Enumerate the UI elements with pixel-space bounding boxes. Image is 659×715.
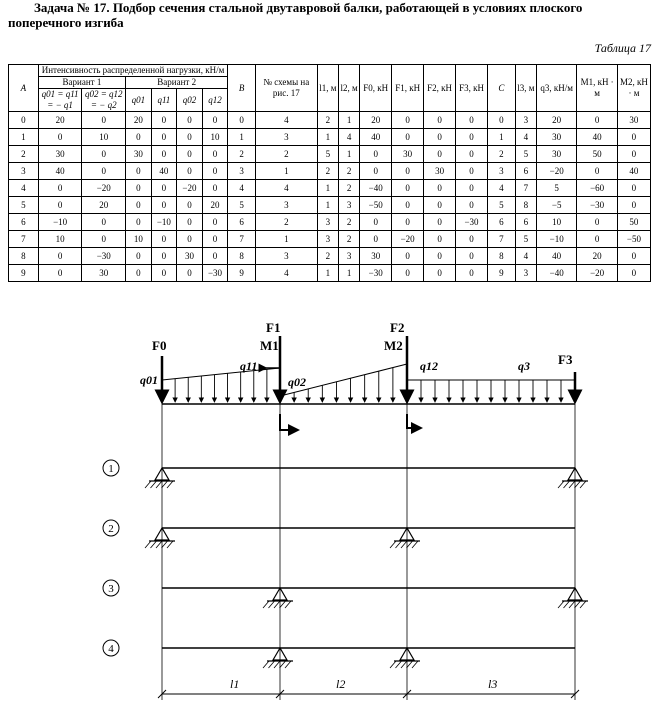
table-cell: 2 (338, 180, 359, 197)
label-q01-main: q01 (140, 373, 158, 387)
intensity-header: Интенсивность распределенной нагрузки, кН/м (38, 65, 227, 77)
table-label: Таблица 17 (594, 41, 651, 55)
table-cell: 2 (317, 112, 338, 129)
table-cell: 0 (617, 248, 650, 265)
table-cell: 8 (488, 248, 516, 265)
scheme-support-hatch (269, 601, 275, 608)
table-cell: 0 (392, 248, 424, 265)
table-cell: 0 (360, 146, 392, 163)
table-cell: −10 (536, 231, 576, 248)
variant2-header: Вариант 2 (126, 77, 228, 89)
task-title: Задача № 17. Подбор сечения стальной двутавровой балки, работающей в условиях плоского поперечного изгиба (8, 0, 583, 30)
label-q02 (288, 375, 306, 389)
table-cell: 0 (202, 163, 228, 180)
scheme-support-hatch (285, 601, 291, 608)
table-cell: 4 (488, 180, 516, 197)
label-F3 (558, 352, 573, 367)
table-cell: 10 (126, 231, 152, 248)
table-cell: 20 (38, 112, 82, 129)
col-C: C (488, 65, 516, 112)
table-cell: 30 (177, 248, 203, 265)
table-cell: 3 (228, 163, 256, 180)
table-cell: 5 (536, 180, 576, 197)
table-cell: 0 (126, 129, 152, 146)
table-cell: 30 (126, 146, 152, 163)
table-cell: 0 (392, 197, 424, 214)
scheme-support-hatch (569, 601, 575, 608)
table-cell: 0 (177, 146, 203, 163)
table-cell: 0 (151, 197, 177, 214)
scheme-support-hatch (263, 601, 269, 608)
col-F3: F3, кН (456, 65, 488, 112)
table-cell: 0 (38, 265, 82, 282)
table-cell: −30 (82, 248, 126, 265)
table-cell: 3 (9, 163, 39, 180)
table-cell: −20 (392, 231, 424, 248)
table-cell: 3 (255, 248, 317, 265)
label-F2 (390, 320, 404, 335)
table-cell: 4 (255, 112, 317, 129)
scheme-number: 1 (108, 463, 114, 475)
table-cell: 3 (317, 231, 338, 248)
table-cell: 0 (392, 214, 424, 231)
table-cell: 50 (617, 214, 650, 231)
table-cell: 0 (617, 265, 650, 282)
label-l2 (336, 677, 345, 691)
table-cell: 5 (228, 197, 256, 214)
table-cell: 0 (202, 214, 228, 231)
moment-M1-hook (280, 414, 298, 430)
table-cell: 3 (255, 197, 317, 214)
label-q12 (420, 359, 438, 373)
table-cell: 20 (202, 197, 228, 214)
table-cell: 0 (424, 146, 456, 163)
table-cell: 0 (9, 112, 39, 129)
scheme-support-hatch (167, 541, 173, 548)
table-cell: 5 (488, 197, 516, 214)
col-scheme: № схемы на рис. 17 (255, 65, 317, 112)
label-M2-main: M2 (384, 338, 403, 353)
scheme-support-hatch (263, 661, 269, 668)
table-cell: 1 (228, 129, 256, 146)
table-cell: 0 (424, 180, 456, 197)
scheme-support-hatch (167, 481, 173, 488)
table-cell: 0 (392, 180, 424, 197)
table-cell: −50 (617, 231, 650, 248)
scheme-support-hatch (401, 661, 407, 668)
col-q3: q3, кН/м (536, 65, 576, 112)
table-cell: 50 (577, 146, 617, 163)
table-cell: 2 (338, 214, 359, 231)
table-cell: 5 (317, 146, 338, 163)
scheme-number: 2 (108, 523, 114, 535)
table-cell: 0 (151, 112, 177, 129)
scheme-support-hatch (412, 661, 418, 668)
scheme-support-hatch (390, 661, 396, 668)
col-v1-q2: q02 = q12 = − q2 (82, 89, 126, 112)
table-cell: 1 (317, 197, 338, 214)
table-cell: 0 (82, 231, 126, 248)
table-cell: 7 (515, 180, 536, 197)
label-q3-main: q3 (518, 359, 530, 373)
table-cell: 1 (9, 129, 39, 146)
col-F0: F0, кН (360, 65, 392, 112)
table-cell: 20 (577, 248, 617, 265)
scheme-number: 4 (108, 643, 114, 655)
scheme-support-hatch (145, 541, 151, 548)
scheme-support-hatch (151, 541, 157, 548)
table-cell: 0 (424, 248, 456, 265)
table-cell: 10 (38, 231, 82, 248)
table-cell: 40 (151, 163, 177, 180)
table-cell: 0 (424, 265, 456, 282)
table-cell: 0 (177, 197, 203, 214)
table-cell: 0 (577, 231, 617, 248)
table-cell: 0 (126, 214, 152, 231)
table-cell: 4 (228, 180, 256, 197)
table-cell: 30 (617, 112, 650, 129)
table-cell: 0 (488, 112, 516, 129)
table-cell: 7 (9, 231, 39, 248)
table-cell: 4 (9, 180, 39, 197)
scheme-support-hatch (156, 541, 162, 548)
label-F3-main: F3 (558, 352, 573, 367)
table-cell: 30 (392, 146, 424, 163)
label-F1-main: F1 (266, 320, 281, 335)
table-cell: 1 (317, 129, 338, 146)
table-cell: −10 (38, 214, 82, 231)
table-cell: 8 (9, 248, 39, 265)
table-cell: 1 (488, 129, 516, 146)
table-cell: 10 (536, 214, 576, 231)
table-cell: −60 (577, 180, 617, 197)
col-M1: M1, кН · м (577, 65, 617, 112)
table-cell: 2 (228, 146, 256, 163)
scheme-support-hatch (558, 601, 564, 608)
table-cell: 0 (151, 231, 177, 248)
table-cell: 0 (424, 214, 456, 231)
scheme-support-hatch (412, 541, 418, 548)
table-cell: −50 (360, 197, 392, 214)
table-cell: 3 (338, 248, 359, 265)
scheme-support-hatch (269, 661, 275, 668)
table-cell: 0 (617, 197, 650, 214)
table-cell: 5 (515, 231, 536, 248)
label-q11 (240, 359, 257, 373)
table-cell: 0 (617, 146, 650, 163)
table-cell: 0 (202, 146, 228, 163)
table-cell: 0 (392, 129, 424, 146)
table-cell: 0 (456, 163, 488, 180)
table-cell: 30 (536, 146, 576, 163)
table-cell: 1 (338, 146, 359, 163)
table-cell: 20 (126, 112, 152, 129)
scheme-support-hatch (274, 661, 280, 668)
table-cell: 0 (38, 248, 82, 265)
table-cell: 0 (202, 180, 228, 197)
scheme-number: 3 (108, 583, 114, 595)
table-cell: 10 (202, 129, 228, 146)
col-M2: M2, кН · м (617, 65, 650, 112)
table-cell: 2 (338, 163, 359, 180)
table-cell: −40 (536, 265, 576, 282)
table-cell: 0 (360, 214, 392, 231)
table-cell: 0 (82, 146, 126, 163)
table-cell: 0 (177, 214, 203, 231)
table-cell: 3 (255, 129, 317, 146)
table-cell: 0 (38, 180, 82, 197)
table-cell: 3 (338, 197, 359, 214)
table-cell: 0 (151, 146, 177, 163)
label-q01 (140, 373, 158, 387)
table-cell: 0 (151, 180, 177, 197)
table-cell: 0 (577, 112, 617, 129)
table-cell: −20 (536, 163, 576, 180)
table-cell: 1 (338, 265, 359, 282)
table-cell: 20 (536, 112, 576, 129)
table-cell: 0 (456, 180, 488, 197)
table-cell: 3 (488, 163, 516, 180)
scheme-support-hatch (564, 601, 570, 608)
scheme-support-hatch (569, 481, 575, 488)
scheme-support-hatch (580, 481, 586, 488)
table-cell: 3 (515, 265, 536, 282)
scheme-support-hatch (151, 481, 157, 488)
table-cell: 0 (151, 265, 177, 282)
label-F0 (152, 338, 166, 353)
scheme-support-hatch (274, 601, 280, 608)
table-cell: 30 (360, 248, 392, 265)
table-cell: 0 (456, 231, 488, 248)
scheme-support-hatch (575, 601, 581, 608)
table-cell: 0 (38, 197, 82, 214)
table-cell: 0 (177, 231, 203, 248)
table-cell: 7 (488, 231, 516, 248)
table-cell: 1 (255, 163, 317, 180)
label-l3-main: l3 (488, 677, 498, 691)
table-cell: 0 (424, 231, 456, 248)
table-cell: 6 (488, 214, 516, 231)
table-cell: 4 (255, 265, 317, 282)
table-cell: 0 (424, 112, 456, 129)
label-q3 (518, 359, 530, 373)
table-cell: 0 (617, 129, 650, 146)
table-cell: 0 (360, 163, 392, 180)
table-cell: 0 (617, 180, 650, 197)
table-cell: 0 (151, 129, 177, 146)
table-cell: 0 (456, 129, 488, 146)
table-cell: 30 (424, 163, 456, 180)
table-cell: 0 (456, 197, 488, 214)
table-cell: 0 (82, 163, 126, 180)
table-cell: 2 (317, 163, 338, 180)
col-B: B (228, 65, 256, 112)
label-M2 (384, 338, 403, 353)
table-cell: 40 (38, 163, 82, 180)
table-cell: −5 (536, 197, 576, 214)
variant1-header: Вариант 1 (38, 77, 125, 89)
table-cell: 9 (9, 265, 39, 282)
col-q02: q02 (177, 89, 203, 112)
table-cell: 0 (577, 214, 617, 231)
table-cell: 0 (126, 180, 152, 197)
table-cell: 40 (360, 129, 392, 146)
table-cell: 0 (424, 197, 456, 214)
table-cell: 0 (456, 112, 488, 129)
col-l2: l2, м (338, 65, 359, 112)
table-cell: 2 (9, 146, 39, 163)
label-l3 (488, 677, 497, 691)
table-cell: 2 (338, 231, 359, 248)
table-cell: 9 (488, 265, 516, 282)
table-cell: 5 (9, 197, 39, 214)
scheme-support-hatch (390, 541, 396, 548)
table-cell: 1 (317, 265, 338, 282)
table-cell: −20 (82, 180, 126, 197)
table-cell: 2 (488, 146, 516, 163)
table-cell: 3 (515, 112, 536, 129)
scheme-support-hatch (156, 481, 162, 488)
table-cell: −20 (577, 265, 617, 282)
table-cell: 0 (177, 163, 203, 180)
col-v1-q1: q01 = q11 = − q1 (38, 89, 82, 112)
table-cell: 40 (617, 163, 650, 180)
scheme-support-hatch (575, 481, 581, 488)
table-cell: 0 (228, 112, 256, 129)
scheme-support-hatch (396, 541, 402, 548)
label-M1 (260, 338, 279, 353)
table-cell: −30 (577, 197, 617, 214)
scheme-support-hatch (396, 661, 402, 668)
table-cell: −40 (360, 180, 392, 197)
col-q11: q11 (151, 89, 177, 112)
table-cell: 0 (456, 265, 488, 282)
table-cell: 6 (515, 214, 536, 231)
table-cell: 3 (317, 214, 338, 231)
label-l1-main: l1 (230, 677, 240, 691)
scheme-support-hatch (401, 541, 407, 548)
table-cell: −10 (151, 214, 177, 231)
table-cell: 0 (82, 214, 126, 231)
table-cell: −20 (177, 180, 203, 197)
table-cell: 8 (228, 248, 256, 265)
table-cell: 20 (82, 197, 126, 214)
table-cell: 4 (515, 129, 536, 146)
table-cell: 0 (126, 265, 152, 282)
table-cell: 30 (536, 129, 576, 146)
table-cell: 6 (9, 214, 39, 231)
label-l2-main: l2 (336, 677, 346, 691)
table-cell: 0 (456, 248, 488, 265)
table-cell: 0 (126, 163, 152, 180)
table-cell: 2 (317, 248, 338, 265)
scheme-support-hatch (564, 481, 570, 488)
table-cell: 30 (82, 265, 126, 282)
table-cell: 0 (151, 248, 177, 265)
label-M1-main: M1 (260, 338, 279, 353)
table-cell: 9 (228, 265, 256, 282)
table-cell: 30 (38, 146, 82, 163)
label-q02-main: q02 (288, 375, 306, 389)
col-q01: q01 (126, 89, 152, 112)
table-cell: 4 (515, 248, 536, 265)
table-cell: 4 (255, 180, 317, 197)
table-cell: 6 (228, 214, 256, 231)
table-cell: 6 (515, 163, 536, 180)
label-l1 (230, 677, 239, 691)
col-F1: F1, кН (392, 65, 424, 112)
col-l1: l1, м (317, 65, 338, 112)
table-cell: 0 (202, 231, 228, 248)
scheme-support-hatch (285, 661, 291, 668)
col-A: A (9, 65, 39, 112)
table-cell: 1 (338, 112, 359, 129)
table-cell: 40 (577, 129, 617, 146)
table-cell: 2 (255, 146, 317, 163)
load-q01-q11-edge (162, 368, 280, 380)
label-q11-main: q11 (240, 359, 258, 373)
table-cell: 0 (392, 163, 424, 180)
table-cell: 10 (82, 129, 126, 146)
table-cell: 0 (177, 265, 203, 282)
table-cell: 0 (392, 265, 424, 282)
table-cell: 8 (515, 197, 536, 214)
table-cell: 0 (360, 231, 392, 248)
table-cell: 1 (255, 231, 317, 248)
table-cell: 5 (515, 146, 536, 163)
scheme-support-hatch (580, 601, 586, 608)
table-cell: 0 (456, 146, 488, 163)
moment-M2-hook (407, 414, 421, 428)
table-cell: 0 (424, 129, 456, 146)
col-l3: l3, м (515, 65, 536, 112)
label-q12-main: q12 (420, 359, 438, 373)
table-cell: 0 (202, 112, 228, 129)
table-cell: 0 (177, 129, 203, 146)
table-cell: 7 (228, 231, 256, 248)
label-F2-main: F2 (390, 320, 405, 335)
label-F0-main: F0 (152, 338, 167, 353)
table-cell: 0 (82, 112, 126, 129)
table-cell: 1 (317, 180, 338, 197)
table-cell: 0 (392, 112, 424, 129)
table-cell: −30 (360, 265, 392, 282)
table-cell: 0 (202, 248, 228, 265)
table-cell: 2 (255, 214, 317, 231)
table-cell: 20 (360, 112, 392, 129)
table-cell: 40 (536, 248, 576, 265)
table-cell: 0 (177, 112, 203, 129)
table-cell: 0 (126, 197, 152, 214)
scheme-support-hatch (558, 481, 564, 488)
label-F1 (266, 320, 280, 335)
table-cell: 0 (38, 129, 82, 146)
scheme-support-hatch (145, 481, 151, 488)
col-q12: q12 (202, 89, 228, 112)
table-cell: −30 (456, 214, 488, 231)
table-cell: 4 (338, 129, 359, 146)
table-cell: 0 (577, 163, 617, 180)
table-cell: −30 (202, 265, 228, 282)
table-cell: 0 (126, 248, 152, 265)
col-F2: F2, кН (424, 65, 456, 112)
